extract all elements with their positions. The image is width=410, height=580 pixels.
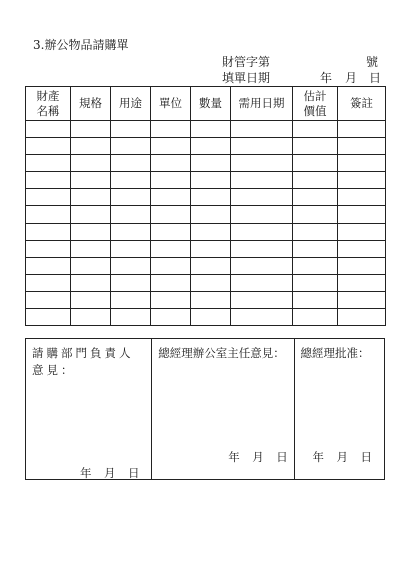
purchase-items-table	[25, 86, 386, 326]
table-row	[26, 309, 386, 326]
header-asset-name-line1: 財產	[36, 88, 60, 103]
table-cell[interactable]	[191, 206, 231, 223]
table-cell[interactable]	[151, 121, 191, 138]
table-cell[interactable]	[191, 138, 231, 155]
table-row	[26, 240, 386, 257]
header-purpose: 用途	[111, 87, 151, 121]
table-cell[interactable]	[71, 309, 111, 326]
serial-number-label: 財管字第	[222, 55, 271, 69]
general-manager-date	[313, 449, 373, 465]
table-cell[interactable]	[191, 155, 231, 172]
table-cell[interactable]	[151, 223, 191, 240]
table-cell[interactable]	[293, 155, 338, 172]
table-cell[interactable]	[191, 240, 231, 257]
fill-date-fields	[320, 69, 381, 86]
table-cell[interactable]	[151, 189, 191, 206]
table-cell[interactable]	[151, 309, 191, 326]
table-cell[interactable]	[191, 172, 231, 189]
table-cell[interactable]	[231, 291, 293, 308]
table-cell[interactable]	[231, 155, 293, 172]
table-cell[interactable]	[71, 189, 111, 206]
table-cell[interactable]	[71, 206, 111, 223]
table-cell[interactable]	[231, 240, 293, 257]
table-cell[interactable]	[71, 172, 111, 189]
table-cell[interactable]	[26, 240, 71, 257]
table-cell[interactable]	[338, 155, 386, 172]
table-cell[interactable]	[151, 240, 191, 257]
table-cell[interactable]	[293, 206, 338, 223]
table-cell[interactable]	[293, 309, 338, 326]
department-head-date-day: 日	[128, 466, 140, 480]
table-cell[interactable]	[338, 138, 386, 155]
table-row	[26, 189, 386, 206]
table-cell[interactable]	[111, 274, 151, 291]
table-cell[interactable]	[231, 172, 293, 189]
general-manager-approval-box[interactable]	[294, 339, 385, 479]
table-cell[interactable]	[151, 172, 191, 189]
header-estimated-value-line1: 估計	[303, 88, 327, 103]
table-cell[interactable]	[26, 189, 71, 206]
table-cell[interactable]	[111, 121, 151, 138]
table-row	[26, 155, 386, 172]
table-cell[interactable]	[151, 206, 191, 223]
table-cell[interactable]	[231, 257, 293, 274]
table-cell[interactable]	[26, 223, 71, 240]
general-manager-approval-label: 總經理批准：	[300, 346, 370, 360]
table-cell[interactable]	[111, 206, 151, 223]
fill-date-day: 日	[369, 71, 382, 85]
fill-date-year: 年	[320, 71, 333, 85]
page-title: 3.辦公物品請購單	[33, 38, 129, 52]
table-cell[interactable]	[111, 291, 151, 308]
table-cell[interactable]	[293, 257, 338, 274]
table-cell[interactable]	[338, 121, 386, 138]
department-head-opinion-box[interactable]	[26, 339, 151, 479]
table-cell[interactable]	[293, 189, 338, 206]
table-cell[interactable]	[231, 309, 293, 326]
table-cell[interactable]	[191, 257, 231, 274]
table-cell[interactable]	[191, 309, 231, 326]
table-cell[interactable]	[293, 223, 338, 240]
table-cell[interactable]	[191, 121, 231, 138]
general-manager-date-year: 年	[312, 450, 324, 464]
table-cell[interactable]	[338, 257, 386, 274]
office-director-date	[228, 449, 288, 465]
table-cell[interactable]	[338, 274, 386, 291]
table-cell[interactable]	[151, 274, 191, 291]
approval-section	[25, 338, 385, 480]
table-cell[interactable]	[293, 121, 338, 138]
fill-date-label: 填單日期	[222, 71, 271, 85]
office-director-opinion-label: 總經理辦公室主任意見：	[158, 346, 285, 360]
table-row	[26, 172, 386, 189]
general-manager-date-day: 日	[360, 450, 372, 464]
table-cell[interactable]	[293, 291, 338, 308]
header-asset-name	[26, 87, 71, 121]
header-estimated-value	[293, 87, 338, 121]
general-manager-date-month: 月	[336, 450, 348, 464]
table-cell[interactable]	[191, 274, 231, 291]
office-director-date-year: 年	[228, 450, 240, 464]
table-row	[26, 291, 386, 308]
department-head-date-year: 年	[80, 466, 92, 480]
table-cell[interactable]	[151, 257, 191, 274]
office-director-date-month: 月	[252, 450, 264, 464]
department-head-date-month: 月	[104, 466, 116, 480]
department-head-date	[80, 465, 140, 481]
table-cell[interactable]	[71, 274, 111, 291]
header-estimated-value-line2: 價值	[303, 103, 327, 118]
table-cell[interactable]	[26, 274, 71, 291]
serial-number-suffix: 號	[366, 55, 379, 69]
table-cell[interactable]	[26, 138, 71, 155]
fill-date-month: 月	[345, 71, 358, 85]
table-cell[interactable]	[151, 138, 191, 155]
table-cell[interactable]	[26, 291, 71, 308]
table-cell[interactable]	[71, 121, 111, 138]
table-cell[interactable]	[71, 240, 111, 257]
table-cell[interactable]	[231, 189, 293, 206]
table-cell[interactable]	[191, 189, 231, 206]
table-cell[interactable]	[338, 240, 386, 257]
header-unit: 單位	[151, 87, 191, 121]
table-cell[interactable]	[293, 274, 338, 291]
header-quantity: 數量	[191, 87, 231, 121]
table-row	[26, 138, 386, 155]
table-cell[interactable]	[111, 240, 151, 257]
table-cell[interactable]	[111, 138, 151, 155]
table-cell[interactable]	[231, 274, 293, 291]
header-remarks: 簽註	[338, 87, 386, 121]
table-cell[interactable]	[191, 291, 231, 308]
table-cell[interactable]	[338, 309, 386, 326]
table-row	[26, 206, 386, 223]
table-row	[26, 223, 386, 240]
table-cell[interactable]	[26, 121, 71, 138]
table-cell[interactable]	[111, 309, 151, 326]
table-cell[interactable]	[111, 189, 151, 206]
table-cell[interactable]	[338, 172, 386, 189]
table-header-row	[26, 87, 386, 121]
table-cell[interactable]	[191, 223, 231, 240]
table-cell[interactable]	[111, 172, 151, 189]
table-cell[interactable]	[338, 291, 386, 308]
table-cell[interactable]	[26, 172, 71, 189]
office-director-date-day: 日	[276, 450, 288, 464]
table-cell[interactable]	[71, 155, 111, 172]
table-cell[interactable]	[71, 223, 111, 240]
table-cell[interactable]	[338, 206, 386, 223]
table-cell[interactable]	[26, 155, 71, 172]
header-required-date: 需用日期	[231, 87, 293, 121]
table-cell[interactable]	[231, 223, 293, 240]
table-row	[26, 274, 386, 291]
table-cell[interactable]	[151, 155, 191, 172]
table-row	[26, 257, 386, 274]
table-row	[26, 121, 386, 138]
table-cell[interactable]	[111, 257, 151, 274]
table-cell[interactable]	[338, 223, 386, 240]
table-cell[interactable]	[293, 240, 338, 257]
office-director-opinion-box[interactable]	[151, 339, 293, 479]
table-cell[interactable]	[231, 206, 293, 223]
table-cell[interactable]	[26, 309, 71, 326]
table-cell[interactable]	[231, 138, 293, 155]
table-cell[interactable]	[71, 291, 111, 308]
table-cell[interactable]	[293, 172, 338, 189]
table-cell[interactable]	[71, 257, 111, 274]
table-cell[interactable]	[71, 138, 111, 155]
department-head-opinion-label: 請購部門負責人意見：	[32, 346, 134, 377]
header-specification: 規格	[71, 87, 111, 121]
table-cell[interactable]	[151, 291, 191, 308]
table-cell[interactable]	[293, 138, 338, 155]
table-cell[interactable]	[231, 121, 293, 138]
table-cell[interactable]	[111, 155, 151, 172]
table-cell[interactable]	[26, 206, 71, 223]
table-cell[interactable]	[26, 257, 71, 274]
header-asset-name-line2: 名稱	[36, 103, 60, 118]
table-cell[interactable]	[338, 189, 386, 206]
table-cell[interactable]	[111, 223, 151, 240]
